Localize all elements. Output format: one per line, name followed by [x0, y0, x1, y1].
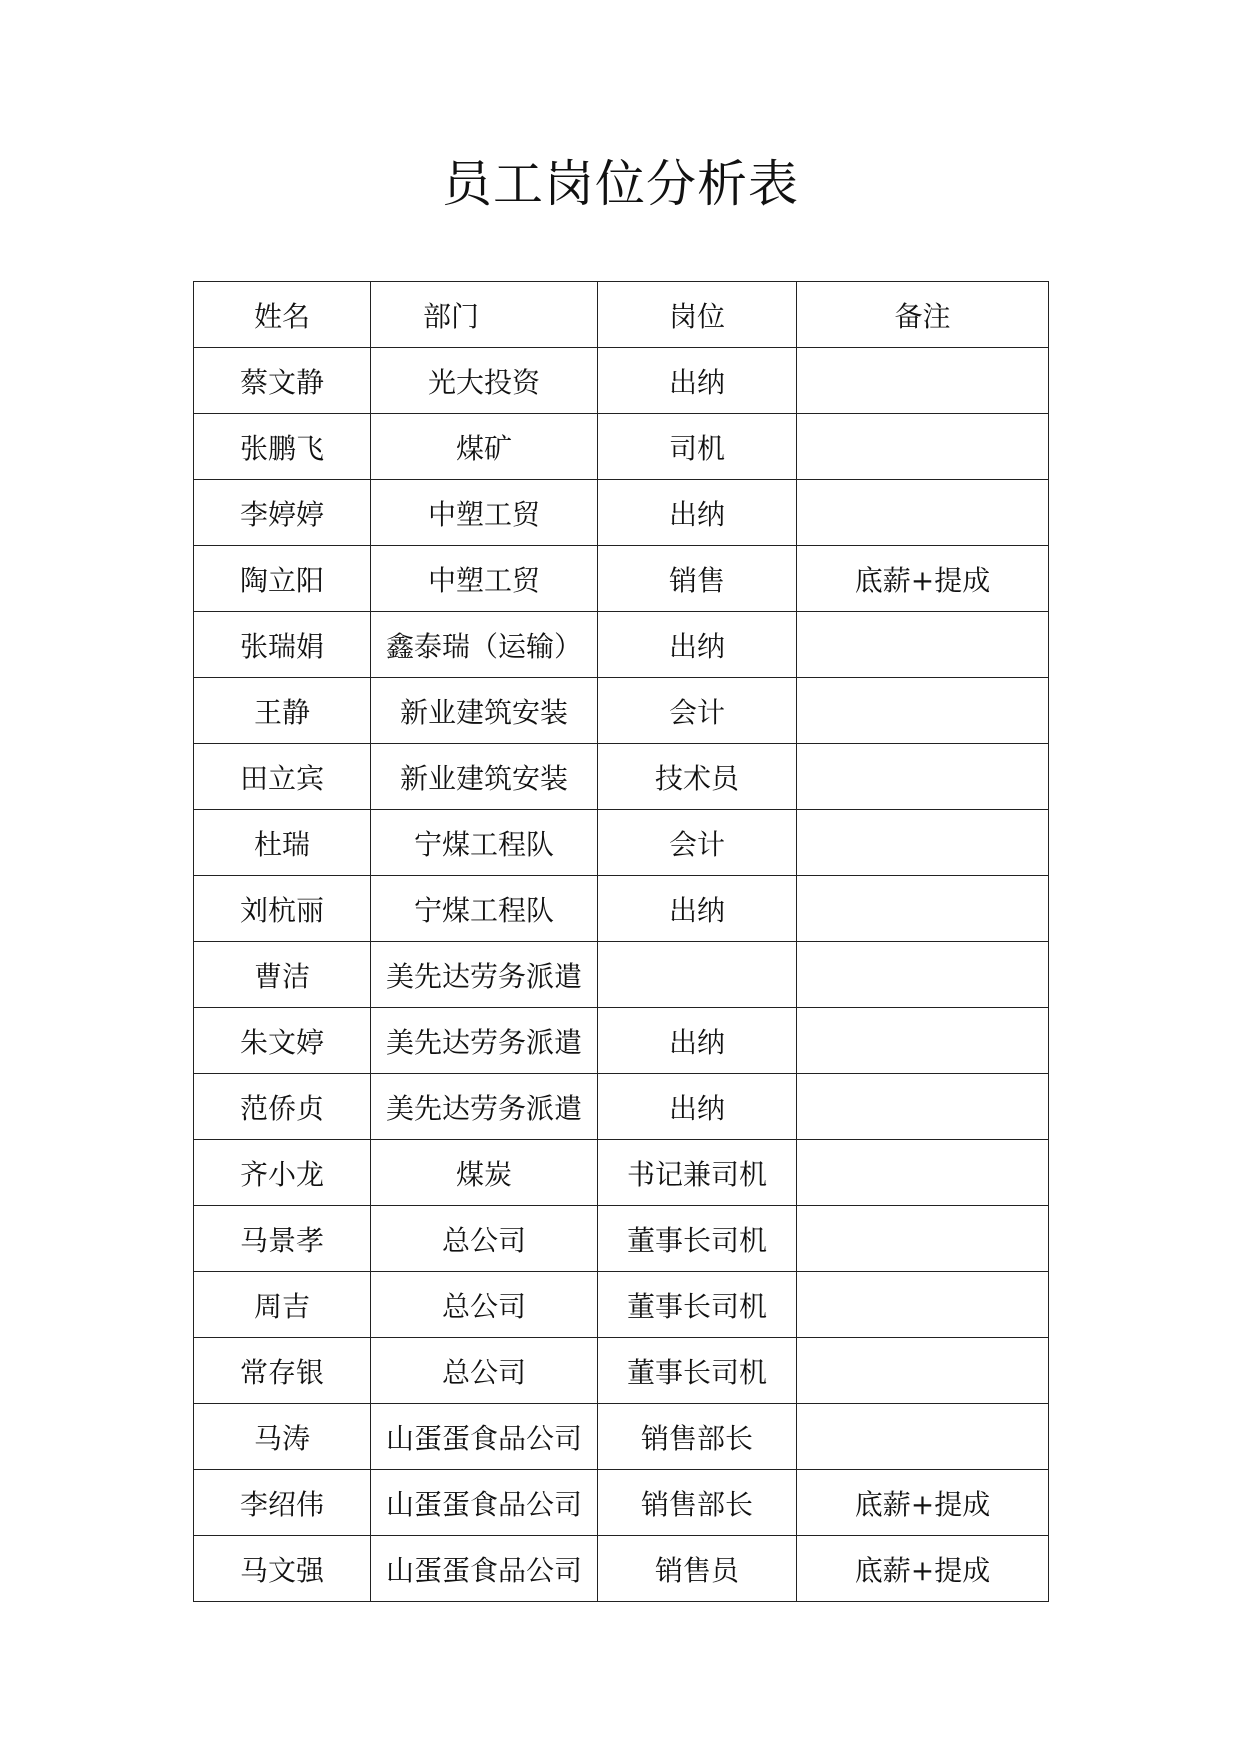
header-remarks: 备注	[797, 282, 1049, 348]
table-body	[194, 348, 1049, 1602]
position-cell: 出纳	[598, 612, 797, 678]
department-cell: 宁煤工程队	[371, 810, 598, 876]
remarks-cell	[797, 942, 1049, 1008]
department-cell: 中塑工贸	[371, 480, 598, 546]
position-cell: 技术员	[598, 744, 797, 810]
position-cell	[598, 942, 797, 1008]
table-row	[194, 546, 1049, 612]
table-row	[194, 480, 1049, 546]
remarks-cell	[797, 810, 1049, 876]
position-cell: 书记兼司机	[598, 1140, 797, 1206]
table-row	[194, 678, 1049, 744]
remarks-cell	[797, 480, 1049, 546]
position-cell: 出纳	[598, 348, 797, 414]
name-cell: 李绍伟	[194, 1470, 371, 1536]
table-row	[194, 744, 1049, 810]
name-cell: 常存银	[194, 1338, 371, 1404]
table-row	[194, 414, 1049, 480]
remarks-cell	[797, 348, 1049, 414]
department-cell: 山蛋蛋食品公司	[371, 1404, 598, 1470]
position-cell: 销售部长	[598, 1470, 797, 1536]
name-cell: 范侨贞	[194, 1074, 371, 1140]
remarks-cell: 底薪+提成	[797, 1536, 1049, 1602]
name-cell: 马景孝	[194, 1206, 371, 1272]
remarks-cell	[797, 1404, 1049, 1470]
department-cell: 美先达劳务派遣	[371, 1008, 598, 1074]
remarks-cell	[797, 1338, 1049, 1404]
table-row	[194, 612, 1049, 678]
position-cell: 董事长司机	[598, 1272, 797, 1338]
position-cell: 销售部长	[598, 1404, 797, 1470]
department-cell: 新业建筑安装	[371, 744, 598, 810]
remarks-cell	[797, 1206, 1049, 1272]
header-name: 姓名	[194, 282, 371, 348]
department-cell: 中塑工贸	[371, 546, 598, 612]
name-cell: 周吉	[194, 1272, 371, 1338]
remarks-cell: 底薪+提成	[797, 1470, 1049, 1536]
department-cell: 美先达劳务派遣	[371, 1074, 598, 1140]
remarks-cell	[797, 612, 1049, 678]
remarks-cell	[797, 1140, 1049, 1206]
name-cell: 杜瑞	[194, 810, 371, 876]
position-cell: 会计	[598, 810, 797, 876]
name-cell: 田立宾	[194, 744, 371, 810]
table-row	[194, 1074, 1049, 1140]
name-cell: 马涛	[194, 1404, 371, 1470]
staff-position-table	[193, 281, 1049, 1602]
department-cell: 山蛋蛋食品公司	[371, 1536, 598, 1602]
table-row	[194, 1338, 1049, 1404]
table-row	[194, 876, 1049, 942]
department-cell: 山蛋蛋食品公司	[371, 1470, 598, 1536]
name-cell: 马文强	[194, 1536, 371, 1602]
table-header-row	[194, 282, 1049, 348]
table-row	[194, 1008, 1049, 1074]
position-cell: 出纳	[598, 1074, 797, 1140]
position-cell: 出纳	[598, 480, 797, 546]
name-cell: 王静	[194, 678, 371, 744]
department-cell: 总公司	[371, 1338, 598, 1404]
department-cell: 光大投资	[371, 348, 598, 414]
position-cell: 销售员	[598, 1536, 797, 1602]
remarks-cell	[797, 876, 1049, 942]
table-row	[194, 1536, 1049, 1602]
department-cell: 总公司	[371, 1206, 598, 1272]
position-cell: 司机	[598, 414, 797, 480]
table-row	[194, 810, 1049, 876]
table-row	[194, 1206, 1049, 1272]
name-cell: 蔡文静	[194, 348, 371, 414]
header-position: 岗位	[598, 282, 797, 348]
remarks-cell	[797, 1008, 1049, 1074]
table-row	[194, 1404, 1049, 1470]
remarks-cell	[797, 1272, 1049, 1338]
remarks-cell: 底薪+提成	[797, 546, 1049, 612]
remarks-cell	[797, 744, 1049, 810]
page-title: 员工岗位分析表	[442, 155, 799, 213]
header-department: 部门	[371, 282, 598, 348]
table-row	[194, 1470, 1049, 1536]
table-row	[194, 348, 1049, 414]
remarks-cell	[797, 414, 1049, 480]
name-cell: 刘杭丽	[194, 876, 371, 942]
name-cell: 曹洁	[194, 942, 371, 1008]
department-cell: 宁煤工程队	[371, 876, 598, 942]
position-cell: 董事长司机	[598, 1338, 797, 1404]
position-cell: 董事长司机	[598, 1206, 797, 1272]
position-cell: 会计	[598, 678, 797, 744]
department-cell: 新业建筑安装	[371, 678, 598, 744]
table-row	[194, 942, 1049, 1008]
name-cell: 张瑞娟	[194, 612, 371, 678]
position-cell: 销售	[598, 546, 797, 612]
name-cell: 陶立阳	[194, 546, 371, 612]
position-cell: 出纳	[598, 876, 797, 942]
name-cell: 朱文婷	[194, 1008, 371, 1074]
table-row	[194, 1272, 1049, 1338]
name-cell: 张鹏飞	[194, 414, 371, 480]
remarks-cell	[797, 678, 1049, 744]
department-cell: 鑫泰瑞（运输）	[371, 612, 598, 678]
department-cell: 煤矿	[371, 414, 598, 480]
position-cell: 出纳	[598, 1008, 797, 1074]
department-cell: 总公司	[371, 1272, 598, 1338]
remarks-cell	[797, 1074, 1049, 1140]
name-cell: 李婷婷	[194, 480, 371, 546]
table-row	[194, 1140, 1049, 1206]
department-cell: 煤炭	[371, 1140, 598, 1206]
name-cell: 齐小龙	[194, 1140, 371, 1206]
department-cell: 美先达劳务派遣	[371, 942, 598, 1008]
